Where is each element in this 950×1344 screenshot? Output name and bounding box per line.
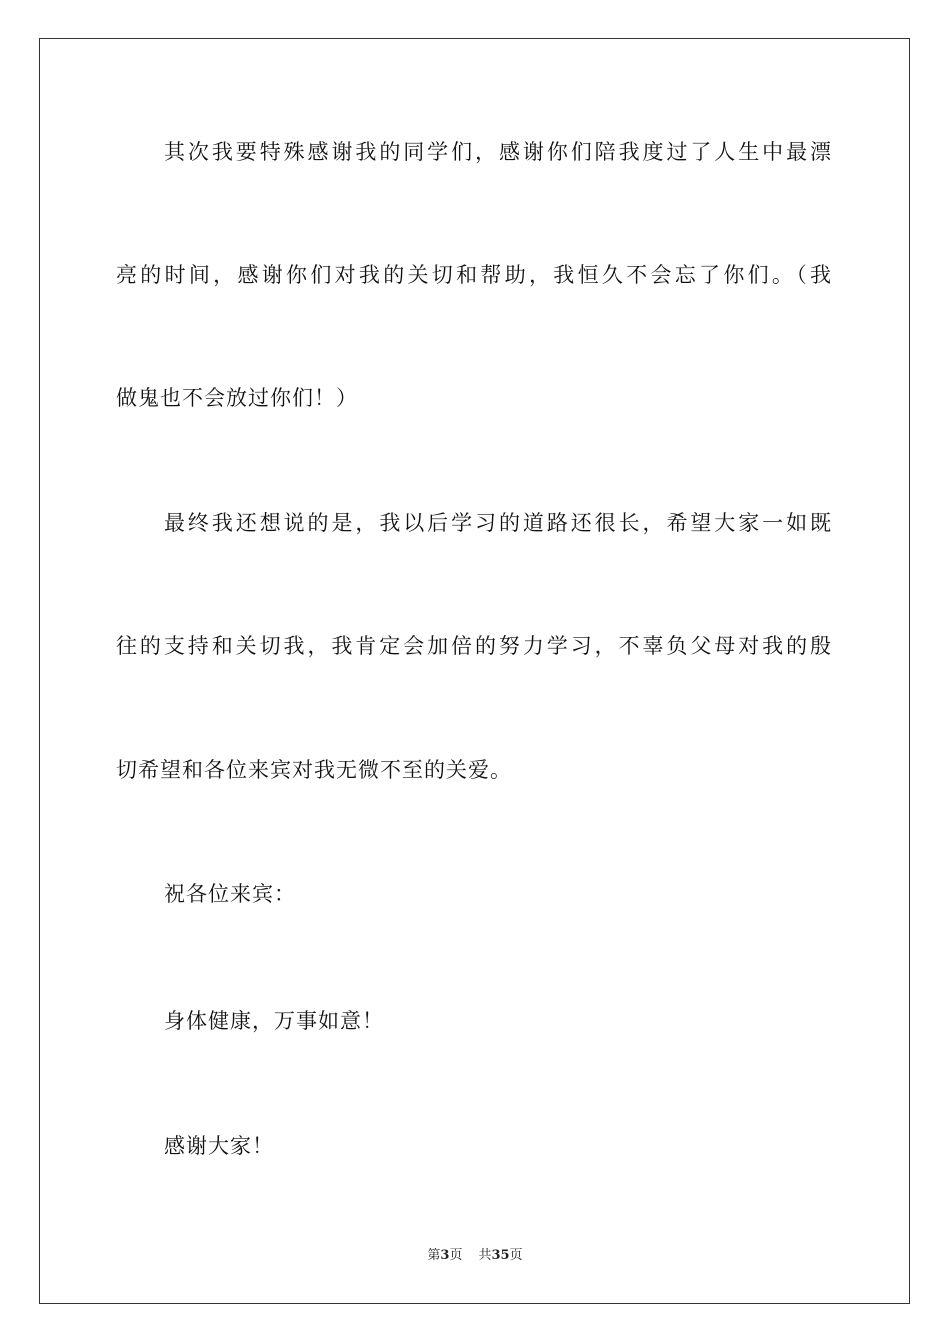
paragraph-line: 做鬼也不会放过你们！） xyxy=(116,386,358,410)
current-page-number: 3 xyxy=(440,1248,450,1263)
total-prefix: 共 xyxy=(478,1248,492,1263)
paragraph-line: 身体健康，万事如意！ xyxy=(164,1009,384,1033)
paragraph-line: 感谢大家！ xyxy=(164,1134,274,1158)
page-footer xyxy=(0,1247,950,1265)
page-prefix: 第 xyxy=(427,1248,441,1263)
paragraph-line: 亮的时间，感谢你们对我的关切和帮助，我恒久不会忘了你们。（我 xyxy=(116,263,832,287)
total-pages-number: 35 xyxy=(491,1248,510,1263)
paragraph-line: 切希望和各位来宾对我无微不至的关爱。 xyxy=(116,758,512,782)
total-suffix: 页 xyxy=(509,1248,523,1263)
paragraph-line: 祝各位来宾： xyxy=(164,882,296,906)
paragraph-line: 其次我要特殊感谢我的同学们，感谢你们陪我度过了人生中最漂 xyxy=(164,140,832,164)
page-border xyxy=(39,38,910,1304)
paragraph-line: 往的支持和关切我，我肯定会加倍的努力学习，不辜负父母对我的殷 xyxy=(116,634,832,658)
page-suffix: 页 xyxy=(449,1248,463,1263)
paragraph-line: 最终我还想说的是，我以后学习的道路还很长，希望大家一如既 xyxy=(164,511,832,535)
